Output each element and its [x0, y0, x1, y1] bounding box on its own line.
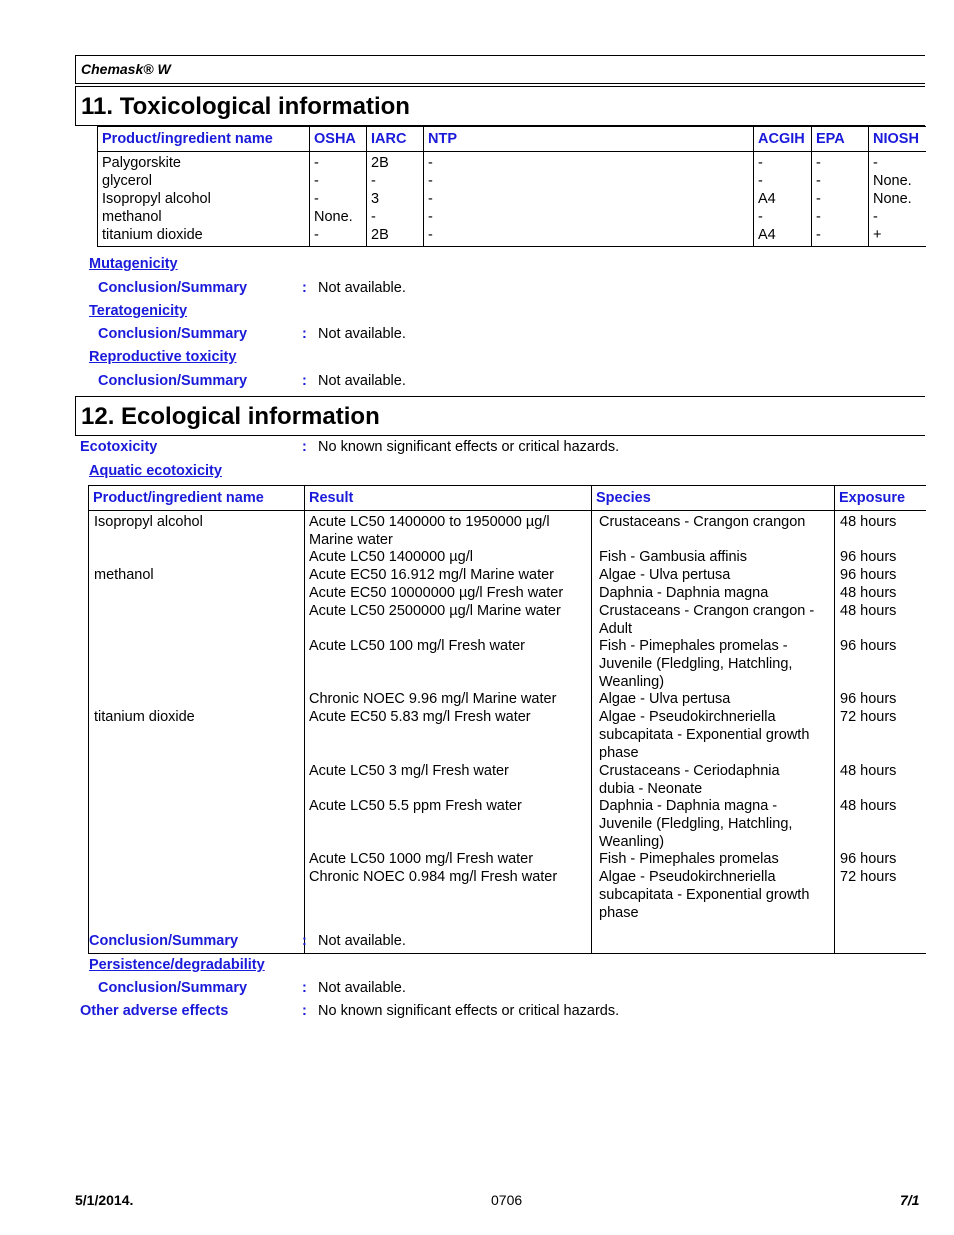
- mutagenicity-summary-label: Conclusion/Summary: [98, 280, 248, 296]
- section-11-title: 11. Toxicological information: [81, 93, 410, 120]
- exposure-cell: 48 hours: [840, 585, 897, 601]
- acgih-value: A4: [758, 227, 776, 243]
- col-header-ntp: NTP: [424, 127, 754, 152]
- exposure-cell: 96 hours: [840, 549, 897, 565]
- mutagenicity-summary-value: Not available.: [318, 280, 406, 296]
- exposure-cell: 48 hours: [840, 798, 897, 814]
- osha-value: -: [314, 227, 319, 243]
- iarc-value: 3: [371, 191, 380, 207]
- species-cell: Algae - Pseudokirchneriella subcapitata - Exponential growth phase: [599, 869, 810, 921]
- cell-names: [98, 152, 310, 247]
- osha-value: -: [314, 155, 319, 171]
- epa-value: -: [816, 209, 821, 225]
- ntp-value: -: [428, 209, 433, 225]
- result-cell: Acute LC50 3 mg/l Fresh water: [309, 763, 509, 779]
- species-cell: Crustaceans - Ceriodaphnia dubia - Neonate: [599, 763, 780, 797]
- col-header-exposure: Exposure: [835, 486, 926, 511]
- result-cell: Acute LC50 1400000 to 1950000 µg/l Marine water: [309, 514, 550, 548]
- ecotoxicity-value: No known significant effects or critical hazards.: [318, 439, 620, 455]
- result-cell: Acute EC50 16.912 mg/l Marine water: [309, 567, 555, 583]
- colon: :: [302, 326, 307, 342]
- col-header-name: Product/ingredient name: [98, 127, 310, 152]
- mutagenicity-heading: Mutagenicity: [89, 256, 178, 272]
- reproductive-summary-value: Not available.: [318, 373, 406, 389]
- result-cell: Acute EC50 10000000 µg/l Fresh water: [309, 585, 564, 601]
- aquatic-ecotoxicity-heading: Aquatic ecotoxicity: [89, 463, 222, 479]
- osha-value: None.: [314, 209, 353, 225]
- table-row: [89, 511, 926, 954]
- ntp-value: -: [428, 227, 433, 243]
- result-cell: Acute LC50 100 mg/l Fresh water: [309, 638, 525, 654]
- ingredient-name: glycerol: [102, 173, 152, 189]
- epa-value: -: [816, 191, 821, 207]
- document-header: [75, 55, 925, 84]
- colon: :: [302, 280, 307, 296]
- column-divider: [304, 511, 305, 953]
- exposure-cell: 48 hours: [840, 514, 897, 530]
- species-cell: Algae - Ulva pertusa: [599, 691, 731, 707]
- niosh-value: None.: [873, 173, 912, 189]
- ntp-value: -: [428, 191, 433, 207]
- colon: :: [302, 373, 307, 389]
- iarc-value: 2B: [371, 227, 389, 243]
- colon: :: [302, 980, 307, 996]
- exposure-cell: 48 hours: [840, 603, 897, 619]
- acgih-value: -: [758, 155, 763, 171]
- col-header-acgih: ACGIH: [754, 127, 812, 152]
- exposure-cell: 72 hours: [840, 869, 897, 885]
- result-cell: Acute LC50 5.5 ppm Fresh water: [309, 798, 522, 814]
- species-cell: Crustaceans - Crangon crangon: [599, 514, 806, 530]
- epa-value: -: [816, 173, 821, 189]
- persistence-summary-label: Conclusion/Summary: [98, 980, 248, 996]
- col-header-species: Species: [592, 486, 835, 511]
- teratogenicity-summary-value: Not available.: [318, 326, 406, 342]
- cell-ntp: [424, 152, 754, 247]
- col-header-iarc: IARC: [367, 127, 424, 152]
- reproductive-toxicity-heading: Reproductive toxicity: [89, 349, 237, 365]
- osha-value: -: [314, 191, 319, 207]
- result-cell: Acute LC50 2500000 µg/l Marine water: [309, 603, 561, 619]
- aquatic-ecotoxicity-table: [88, 485, 926, 954]
- colon: :: [302, 1003, 307, 1019]
- reproductive-summary-label: Conclusion/Summary: [98, 373, 248, 389]
- iarc-value: -: [371, 173, 376, 189]
- table-header-row: [98, 127, 926, 152]
- niosh-value: +: [873, 227, 882, 243]
- iarc-value: 2B: [371, 155, 389, 171]
- species-cell: Fish - Pimephales promelas: [599, 851, 779, 867]
- footer-page-number: 7/1: [900, 1192, 920, 1208]
- ntp-value: -: [428, 155, 433, 171]
- acgih-value: A4: [758, 191, 776, 207]
- ingredient-name: Palygorskite: [102, 155, 181, 171]
- species-cell: Fish - Gambusia affinis: [599, 549, 748, 565]
- species-cell: Algae - Ulva pertusa: [599, 567, 731, 583]
- persistence-summary-value: Not available.: [318, 980, 406, 996]
- other-effects-value: No known significant effects or critical hazards.: [318, 1003, 620, 1019]
- epa-value: -: [816, 155, 821, 171]
- niosh-value: None.: [873, 191, 912, 207]
- section-11-header: [75, 86, 925, 126]
- col-header-osha: OSHA: [310, 127, 367, 152]
- aquatic-summary-label: Conclusion/Summary: [89, 933, 239, 949]
- footer-date: 5/1/2014.: [75, 1192, 134, 1208]
- exposure-cell: 96 hours: [840, 691, 897, 707]
- niosh-value: -: [873, 209, 878, 225]
- species-cell: Crustaceans - Crangon crangon - Adult: [599, 603, 815, 637]
- ingredient-name: titanium dioxide: [94, 709, 195, 725]
- teratogenicity-summary-label: Conclusion/Summary: [98, 326, 248, 342]
- ingredient-name: Isopropyl alcohol: [102, 191, 211, 207]
- species-cell: Fish - Pimephales promelas - Juvenile (Fledgling, Hatchling, Weanling): [599, 638, 793, 690]
- ingredient-name: methanol: [94, 567, 154, 583]
- colon: :: [302, 439, 307, 455]
- ingredient-name: titanium dioxide: [102, 227, 203, 243]
- cell-osha: [310, 152, 367, 247]
- ingredient-name: Isopropyl alcohol: [94, 514, 203, 530]
- section-12-title: 12. Ecological information: [81, 403, 380, 430]
- species-cell: Daphnia - Daphnia magna - Juvenile (Fledgling, Hatchling, Weanling): [599, 798, 793, 850]
- carcinogenicity-table: [97, 126, 926, 247]
- table-row: [98, 152, 926, 247]
- ntp-value: -: [428, 173, 433, 189]
- teratogenicity-heading: Teratogenicity: [89, 303, 188, 319]
- cell-epa: [812, 152, 869, 247]
- col-header-niosh: NIOSH: [869, 127, 926, 152]
- section-12-header: [75, 396, 925, 436]
- column-divider: [834, 511, 835, 953]
- other-effects-label: Other adverse effects: [80, 1003, 229, 1019]
- aquatic-body: [89, 511, 926, 954]
- species-cell: Daphnia - Daphnia magna: [599, 585, 769, 601]
- col-header-epa: EPA: [812, 127, 869, 152]
- osha-value: -: [314, 173, 319, 189]
- exposure-cell: 96 hours: [840, 851, 897, 867]
- footer-code: 0706: [491, 1192, 523, 1208]
- cell-acgih: [754, 152, 812, 247]
- acgih-value: -: [758, 173, 763, 189]
- aquatic-summary-value: Not available.: [318, 933, 406, 949]
- epa-value: -: [816, 227, 821, 243]
- acgih-value: -: [758, 209, 763, 225]
- column-divider: [591, 511, 592, 953]
- aquatic-body-inner: [89, 511, 926, 953]
- ecotoxicity-label: Ecotoxicity: [80, 439, 158, 455]
- result-cell: Acute EC50 5.83 mg/l Fresh water: [309, 709, 531, 725]
- exposure-cell: 72 hours: [840, 709, 897, 725]
- result-cell: Acute LC50 1000 mg/l Fresh water: [309, 851, 534, 867]
- table-header-row: [89, 486, 926, 511]
- colon: :: [302, 933, 307, 949]
- iarc-value: -: [371, 209, 376, 225]
- species-cell: Algae - Pseudokirchneriella subcapitata - Exponential growth phase: [599, 709, 810, 761]
- ingredient-name: methanol: [102, 209, 162, 225]
- col-header-name: Product/ingredient name: [89, 486, 305, 511]
- product-name: Chemask® W: [81, 61, 171, 77]
- niosh-value: -: [873, 155, 878, 171]
- cell-iarc: [367, 152, 424, 247]
- cell-niosh: [869, 152, 926, 247]
- result-cell: Acute LC50 1400000 µg/l: [309, 549, 473, 565]
- exposure-cell: 96 hours: [840, 567, 897, 583]
- result-cell: Chronic NOEC 0.984 mg/l Fresh water: [309, 869, 558, 885]
- exposure-cell: 96 hours: [840, 638, 897, 654]
- result-cell: Chronic NOEC 9.96 mg/l Marine water: [309, 691, 557, 707]
- col-header-result: Result: [305, 486, 592, 511]
- persistence-heading: Persistence/degradability: [89, 957, 265, 973]
- exposure-cell: 48 hours: [840, 763, 897, 779]
